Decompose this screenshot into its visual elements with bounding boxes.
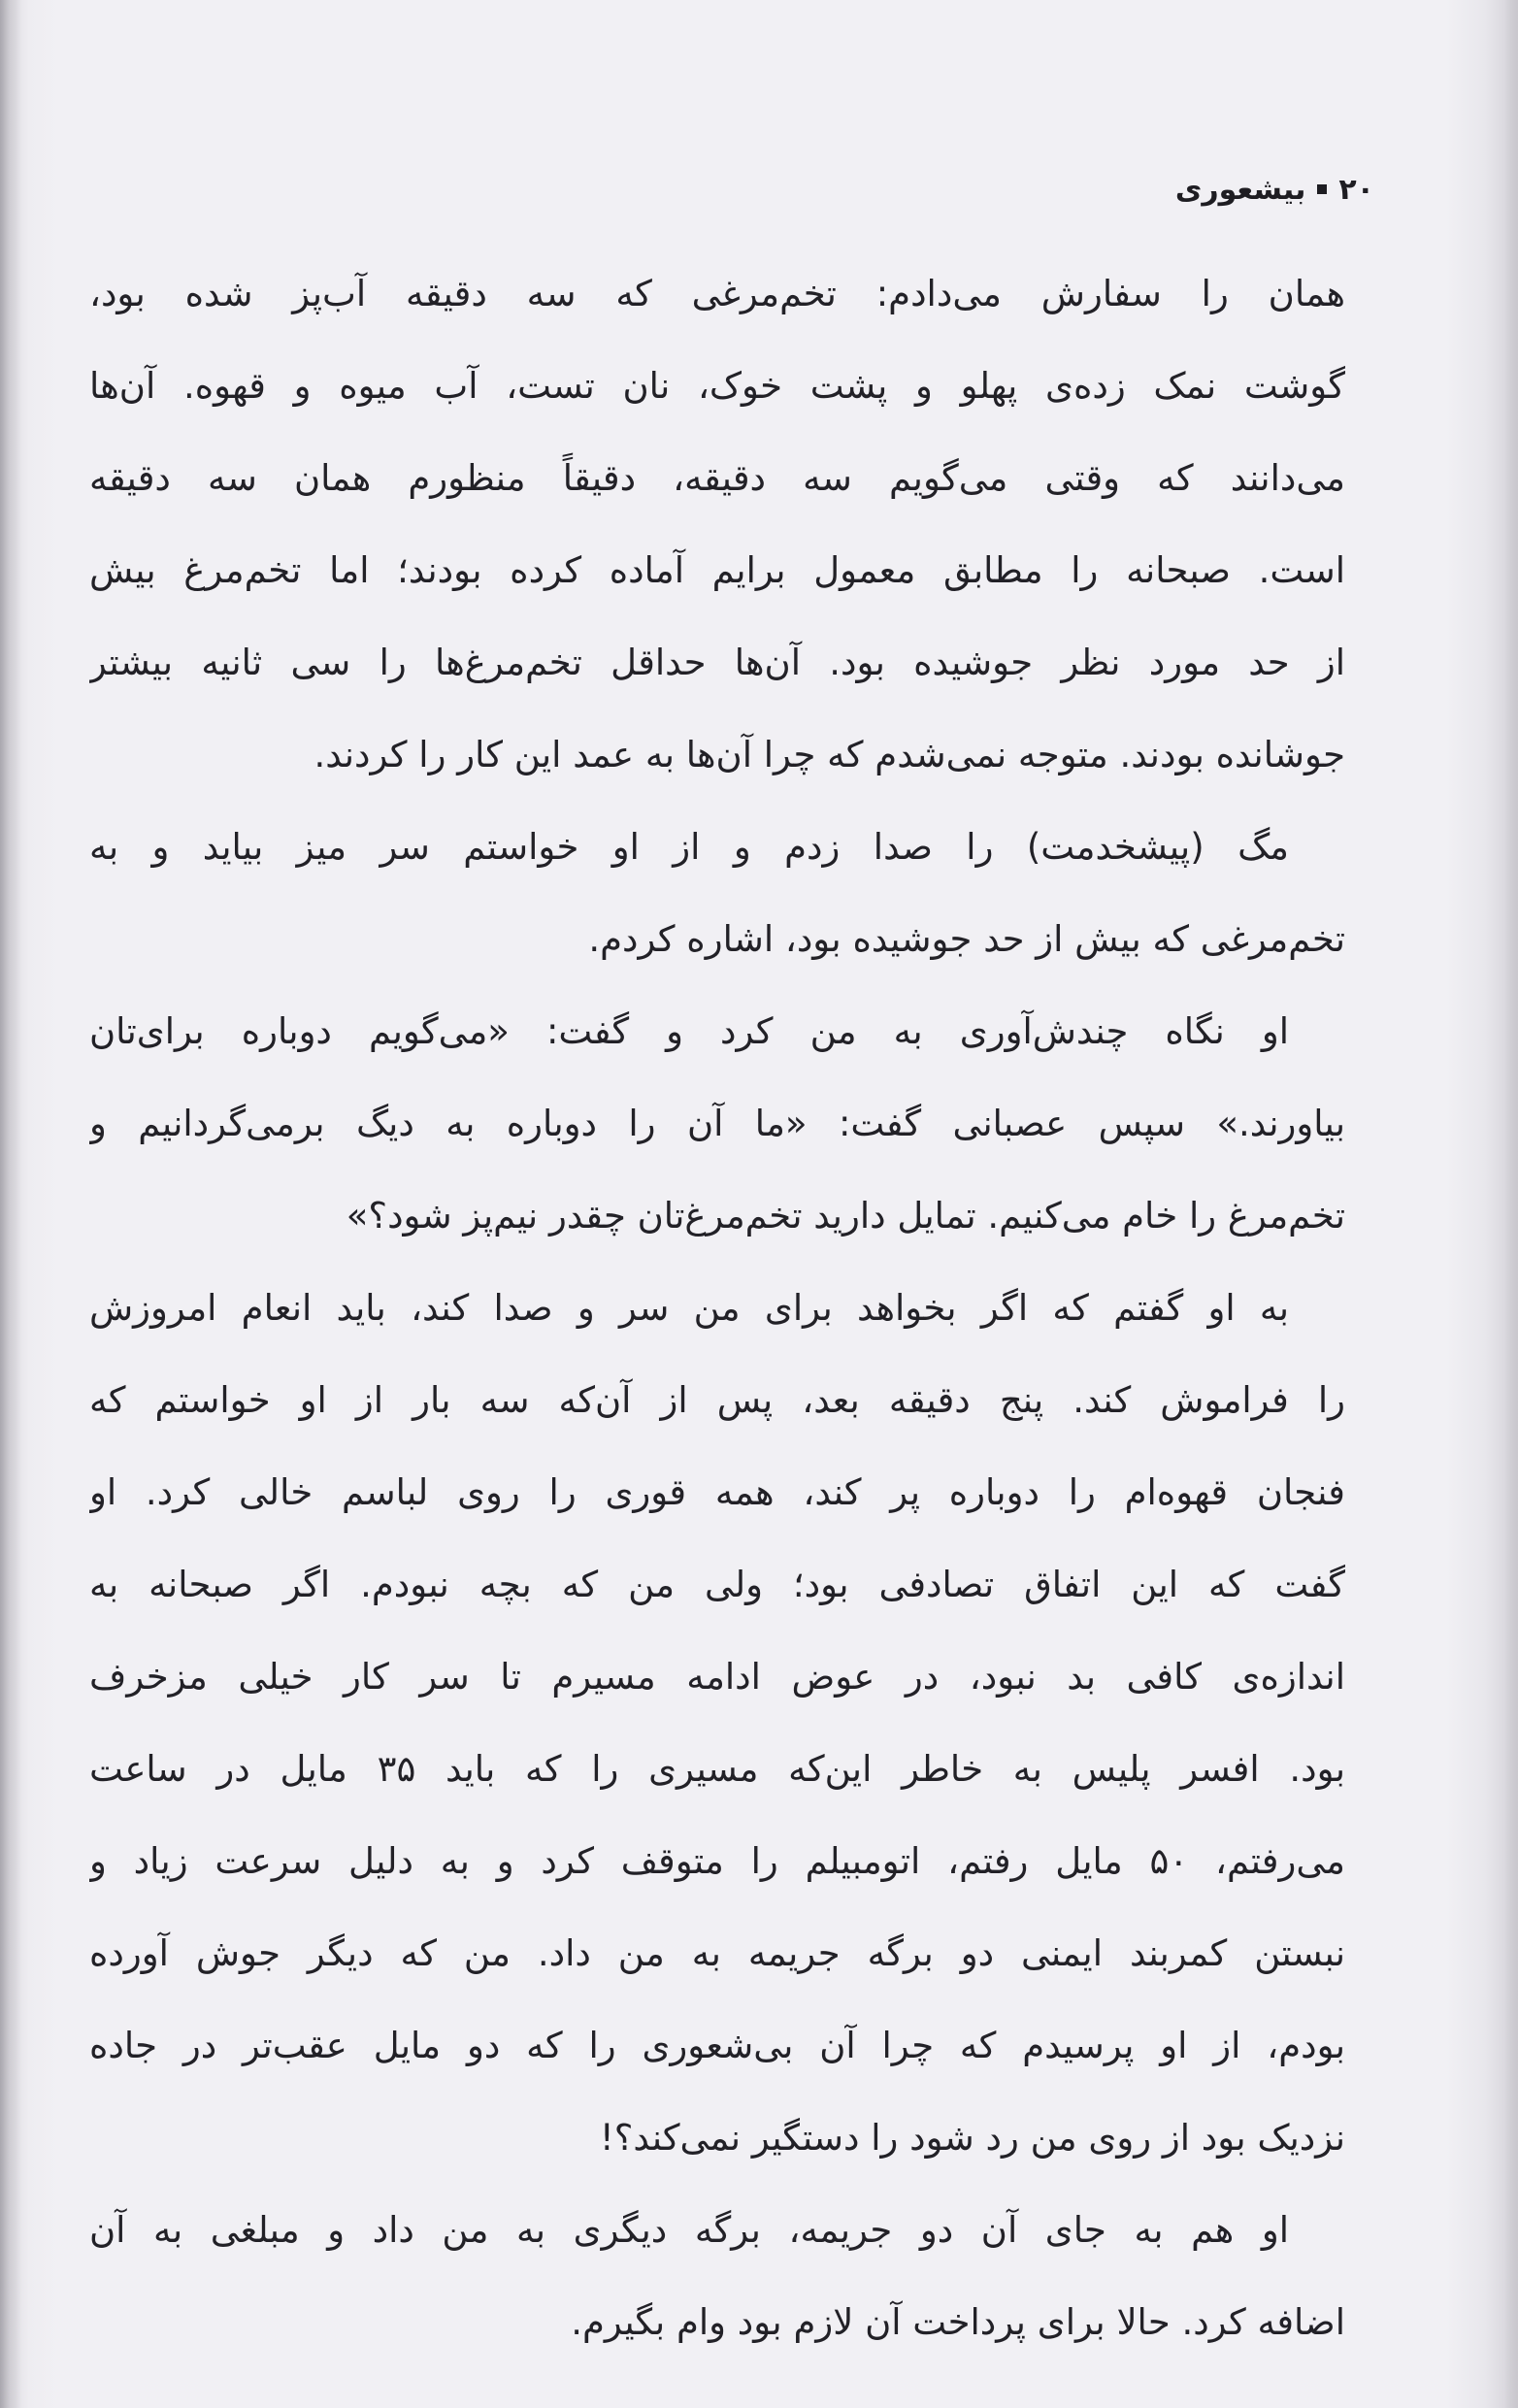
text-line: می‌رفتم، ۵۰ مایل رفتم، اتومبیلم را متوقف کرد و به دلیل سرعت زیاد و — [89, 1840, 1345, 1882]
text-line: او هم به جای آن دو جریمه، برگه دیگری به من داد و مبلغی به آن — [89, 2209, 1289, 2251]
page-header — [1175, 160, 1374, 218]
text-line: تخم‌مرغی که بیش از حد جوشیده بود، اشاره کردم. — [588, 918, 1345, 960]
text-line: اضافه کرد. حالا برای پرداخت آن لازم بود وام بگیرم. — [571, 2301, 1345, 2343]
text-line: مگ (پیشخدمت) را صدا زدم و از او خواستم سر میز بیاید و به — [89, 826, 1289, 868]
text-line: به او گفتم که اگر بخواهد برای من سر و صدا کند، باید انعام امروزش — [89, 1287, 1289, 1329]
header-square-ornament — [1317, 184, 1327, 194]
text-line: تخم‌مرغ را خام می‌کنیم. تمایل دارید تخم‌مرغ‌تان چقدر نیم‌پز شود؟» — [346, 1195, 1345, 1237]
text-line: همان را سفارش می‌دادم: تخم‌مرغی که سه دقیقه آب‌پز شده بود، — [89, 273, 1345, 314]
text-line: نبستن کمربند ایمنی دو برگه جریمه به من داد. من که دیگر جوش آورده — [89, 1932, 1345, 1974]
text-line: را فراموش کند. پنج دقیقه بعد، پس از آن‌که سه بار از او خواستم که — [89, 1379, 1345, 1421]
text-line: بودم، از او پرسیدم که چرا آن بی‌شعوری را که دو مایل عقب‌تر در جاده — [89, 2025, 1345, 2066]
text-line: بود. افسر پلیس به خاطر این‌که مسیری را که باید ۳۵ مایل در ساعت — [89, 1748, 1345, 1790]
running-title: بیشعوری — [1174, 172, 1306, 207]
page-number: ۲۰ — [1338, 172, 1374, 207]
text-line: است. صبحانه را مطابق معمول برایم آماده کرده بودند؛ اما تخم‌مرغ بیش — [89, 549, 1345, 591]
body-text — [89, 247, 1345, 2343]
text-line: می‌دانند که وقتی می‌گویم سه دقیقه، دقیقاً منظورم همان سه دقیقه — [89, 457, 1345, 499]
text-line: اندازه‌ی کافی بد نبود، در عوض ادامه مسیرم تا سر کار خیلی مزخرف — [89, 1656, 1345, 1698]
page-edge — [1504, 0, 1518, 2408]
text-line: جوشانده بودند. متوجه نمی‌شدم که چرا آن‌ها به عمد این کار را کردند. — [314, 734, 1345, 775]
text-line: نزدیک بود از روی من رد شود را دستگیر نمی‌کند؟! — [599, 2117, 1345, 2159]
text-line: او نگاه چندش‌آوری به من کرد و گفت: «می‌گویم دوباره برای‌تان — [89, 1010, 1289, 1052]
text-line: گوشت نمک زده‌ی پهلو و پشت خوک، نان تست، آب میوه و قهوه. آن‌ها — [89, 365, 1345, 407]
text-line: از حد مورد نظر جوشیده بود. آن‌ها حداقل تخم‌مرغ‌ها را سی ثانیه بیشتر — [89, 642, 1345, 683]
text-line: گفت که این اتفاق تصادفی بود؛ ولی من که بچه نبودم. اگر صبحانه به — [89, 1564, 1345, 1605]
text-line: فنجان قهوه‌ام را دوباره پر کند، همه قوری را روی لباسم خالی کرد. او — [89, 1471, 1345, 1513]
text-line: بیاورند.» سپس عصبانی گفت: «ما آن را دوباره به دیگ برمی‌گردانیم و — [89, 1103, 1345, 1144]
spine-shadow — [0, 0, 21, 2408]
